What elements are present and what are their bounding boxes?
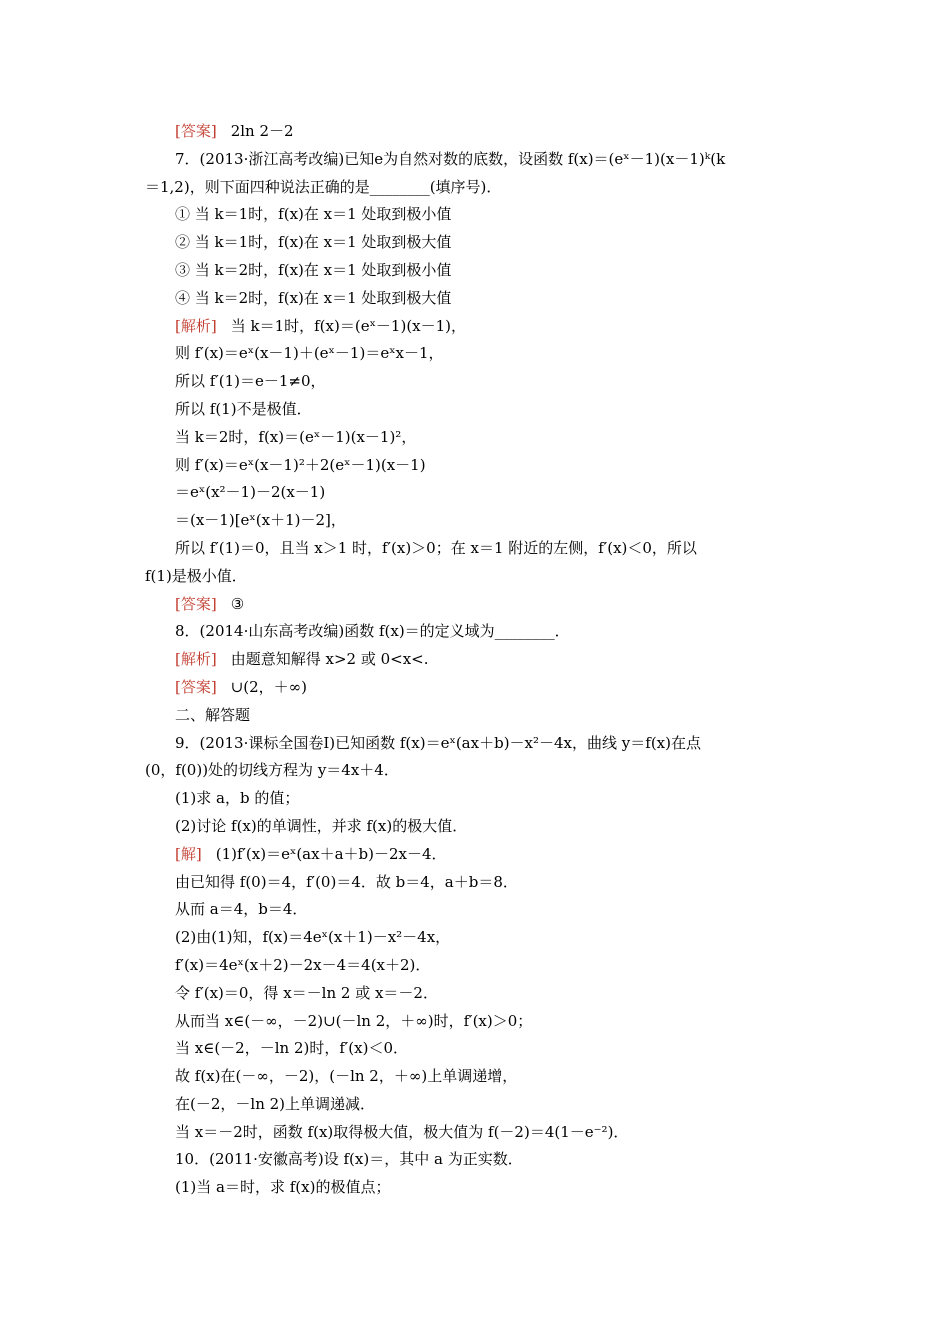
line-text: 所以 f′(1)＝e－1≠0，	[175, 372, 326, 391]
text-line	[145, 924, 813, 952]
line-text: (1)当 a＝时，求 f(x)的极值点；	[175, 1178, 391, 1197]
text-line	[145, 535, 813, 563]
line-text: 当 k＝1时，f(x)＝(eˣ－1)(x－1)，	[230, 316, 467, 335]
text-line	[145, 1063, 813, 1091]
line-text: ① 当 k＝1时，f(x)在 x＝1 处取到极小值	[175, 205, 452, 224]
line-text: 从而 a＝4，b＝4．	[175, 900, 308, 919]
line-text: ③ 当 k＝2时，f(x)在 x＝1 处取到极小值	[175, 260, 452, 279]
text-line	[145, 452, 813, 480]
text-line	[145, 702, 813, 730]
line-text: ＝eˣ(x²－1)－2(x－1)	[175, 483, 326, 502]
text-line	[145, 785, 813, 813]
text-line	[145, 674, 813, 702]
text-line	[145, 507, 813, 535]
line-text: f(1)是极小值．	[145, 566, 247, 585]
line-text: 9．(2013·课标全国卷Ⅰ)已知函数 f(x)＝eˣ(ax＋b)－x²－4x，曲线 y＝f(x)在点	[175, 733, 701, 752]
text-line	[145, 257, 813, 285]
text-line	[145, 813, 813, 841]
text-line	[145, 118, 813, 146]
answer-tag: [答案]	[175, 122, 217, 140]
text-line	[145, 841, 813, 869]
line-text: 令 f′(x)＝0，得 x＝－ln 2 或 x＝－2．	[175, 983, 438, 1002]
line-text: ＝(x－1)[eˣ(x＋1)－2]，	[175, 511, 346, 530]
text-line	[145, 229, 813, 257]
text-line	[145, 479, 813, 507]
answer-tag: [解析]	[175, 650, 217, 669]
line-text: 故 f(x)在(－∞，－2)，(－ln 2，＋∞)上单调递增，	[175, 1067, 518, 1086]
text-line	[145, 313, 813, 341]
line-text: 由已知得 f(0)＝4，f′(0)＝4．故 b＝4，a＋b＝8．	[175, 872, 518, 891]
text-line	[145, 730, 813, 758]
text-line	[145, 396, 813, 424]
line-text: 二、解答题	[175, 705, 251, 724]
line-text: 则 f′(x)＝eˣ(x－1)＋(eˣ－1)＝eˣx－1，	[175, 344, 444, 363]
answer-tag: [答案]	[175, 677, 217, 696]
text-line	[145, 1119, 813, 1147]
line-text: ∪(2，＋∞)	[230, 677, 308, 696]
line-text: f′(x)＝4eˣ(x＋2)－2x－4＝4(x＋2)．	[175, 955, 431, 974]
text-line	[145, 424, 813, 452]
text-line	[145, 1035, 813, 1063]
line-text: ② 当 k＝1时，f(x)在 x＝1 处取到极大值	[175, 233, 452, 252]
text-line	[145, 618, 813, 646]
text-line	[145, 285, 813, 313]
line-text: 当 x∈(－2，－ln 2)时，f′(x)＜0．	[175, 1039, 409, 1058]
text-line	[145, 896, 813, 924]
line-text: ④ 当 k＝2时，f(x)在 x＝1 处取到极大值	[175, 288, 452, 307]
line-text: 则 f′(x)＝eˣ(x－1)²＋2(eˣ－1)(x－1)	[175, 455, 426, 474]
text-line	[145, 1008, 813, 1036]
text-line	[145, 757, 813, 785]
line-text: 从而当 x∈(－∞，－2)∪(－ln 2，＋∞)时，f′(x)＞0；	[175, 1011, 533, 1030]
document-body	[145, 118, 813, 1202]
line-text: 由题意知解得 x>2 或 0<x<.	[230, 650, 429, 669]
line-text: (2)讨论 f(x)的单调性，并求 f(x)的极大值．	[175, 816, 468, 835]
text-line	[145, 1146, 813, 1174]
line-text: (1)f′(x)＝eˣ(ax＋a＋b)－2x－4．	[215, 844, 447, 863]
answer-tag: [答案]	[175, 594, 217, 613]
text-line	[145, 368, 813, 396]
text-line	[145, 340, 813, 368]
line-text: ③	[230, 594, 245, 613]
text-line	[145, 869, 813, 897]
line-text: (1)求 a，b 的值；	[175, 789, 300, 808]
line-text: 10．(2011·安徽高考)设 f(x)＝，其中 a 为正实数．	[175, 1150, 523, 1169]
line-text: 当 k＝2时，f(x)＝(eˣ－1)(x－1)²，	[175, 427, 417, 446]
text-line	[145, 146, 813, 174]
line-text: 所以 f′(1)＝0，且当 x＞1 时，f′(x)＞0；在 x＝1 附近的左侧，f′(x)＜0，所以	[175, 538, 697, 557]
line-text: (0，f(0))处的切线方程为 y＝4x＋4．	[145, 761, 399, 780]
line-text: 7．(2013·浙江高考改编)已知e为自然对数的底数，设函数 f(x)＝(eˣ－1)(x－1)ᵏ(k	[175, 149, 726, 168]
text-line	[145, 1091, 813, 1119]
line-text: ＝1,2)，则下面四种说法正确的是________(填序号)．	[145, 177, 502, 196]
line-text: 所以 f(1)不是极值．	[175, 399, 312, 418]
text-line	[145, 174, 813, 202]
text-line	[145, 980, 813, 1008]
text-line	[145, 591, 813, 619]
text-line	[145, 646, 813, 674]
text-line	[145, 952, 813, 980]
text-line	[145, 1174, 813, 1202]
line-text: (2)由(1)知，f(x)＝4eˣ(x＋1)－x²－4x，	[175, 928, 451, 947]
line-text: 当 x＝－2时，函数 f(x)取得极大值，极大值为 f(－2)＝4(1－e⁻²)．	[175, 1122, 629, 1141]
answer-tag: [解]	[175, 844, 202, 863]
answer-tag: [解析]	[175, 316, 217, 335]
line-text: 8．(2014·山东高考改编)函数 f(x)＝的定义域为________．	[175, 622, 570, 641]
text-line	[145, 563, 813, 591]
line-text: 2ln 2－2	[230, 122, 294, 140]
text-line	[145, 201, 813, 229]
line-text: 在(－2，－ln 2)上单调递减．	[175, 1094, 376, 1113]
